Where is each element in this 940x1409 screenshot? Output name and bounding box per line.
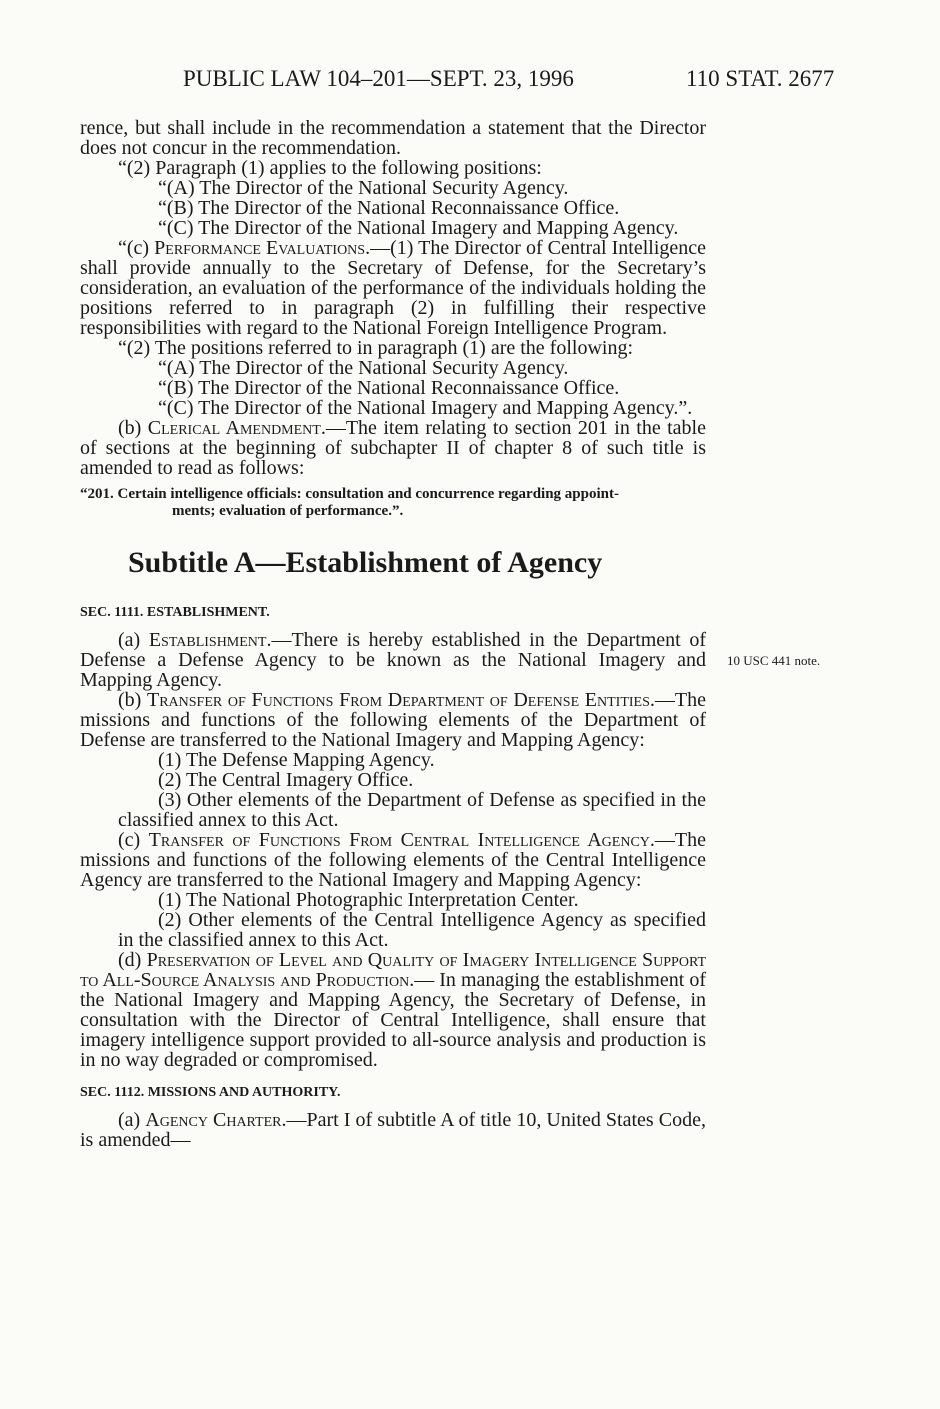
paragraph-text: .—The item relating to section 201 in the table of sections at the beginning of subchapter II of chapter 8 of such title is amended to read as follows: [80,417,706,479]
list-item: “(C) The Director of the National Imagery and Mapping Agency.”. [158,397,693,419]
paragraph: “(2) Paragraph (1) applies to the following positions: [118,157,542,179]
paragraph-heading: Establishment [148,629,267,651]
paragraph-heading: Agency Charter [145,1109,282,1131]
toc-line: ments; evaluation of performance.”. [172,503,404,519]
paragraph [80,830,706,890]
paragraph [80,238,706,338]
table-of-sections-entry [80,486,706,520]
section-heading: SEC. 1111. ESTABLISHMENT. [80,605,270,620]
running-header-page-number: 110 STAT. 2677 [686,66,835,91]
paragraph-lead: (b) [118,417,148,439]
toc-line: “201. Certain intelligence officials: consultation and concurrence regarding appoint- [80,486,619,502]
list-item: “(A) The Director of the National Security Agency. [158,177,569,199]
paragraph-heading: Transfer of Functions From Central Intelligence Agency [148,829,650,851]
list-item: (2) The Central Imagery Office. [158,769,414,791]
subtitle-heading: Subtitle A—Establishment of Agency [128,546,603,579]
paragraph-heading: Performance Evaluations [154,237,366,259]
list-item: (3) Other elements of the Department of Defense as specified in the classified annex to this Act. [118,789,706,831]
paragraph-lead: (c) [118,829,149,851]
paragraph-lead: “(c) [118,237,155,259]
paragraph [80,950,706,1070]
paragraph-text: .—The missions and functions of the following elements of the Central Intelligence Agency are transferred to the National Imagery and Mapping Agency: [80,829,706,891]
paragraph [80,690,706,750]
paragraph-lead: (a) [118,1109,146,1131]
paragraph [80,418,706,478]
document-body [80,118,706,1150]
paragraph-lead: (d) [118,949,147,971]
paragraph [80,630,706,690]
list-item: (1) The Defense Mapping Agency. [158,749,435,771]
paragraph: “(2) The positions referred to in paragraph (1) are the following: [118,337,633,359]
paragraph: rence, but shall include in the recommendation a statement that the Director does not concur in the recommendation. [80,117,706,159]
paragraph-text: .—(1) The Director of Central Intelligence shall provide annually to the Secretary of Defense, for the Secretary’s consideration, an evaluation of the performance of the individuals holding the positions referred to in paragraph (2) in fulfilling their respective responsibilities with regard to the National Foreign Intelligence Program. [80,237,707,339]
paragraph-lead: (a) [118,629,149,651]
list-item: “(A) The Director of the National Security Agency. [158,357,569,379]
paragraph-text: .— In managing the establishment of the National Imagery and Mapping Agency, the Secretary of Defense, in consultation with the Director of Central Intelligence, shall ensure that imagery intelligence support provided to all-source analysis and production is in no way degraded or compromised. [80,969,706,1071]
paragraph [80,1110,706,1150]
list-item: (1) The National Photographic Interpretation Center. [158,889,579,911]
paragraph-text: .—Part I of subtitle A of title 10, United States Code, is amended— [80,1109,706,1151]
paragraph-text: .—The missions and functions of the following elements of the Department of Defense are transferred to the National Imagery and Mapping Agency: [80,689,706,751]
list-item: “(B) The Director of the National Reconnaissance Office. [158,197,620,219]
paragraph-heading: Preservation of Level and Quality of Imagery Intelligence Support to All-Source Analysis and Production [80,949,706,991]
list-item: “(B) The Director of the National Reconnaissance Office. [158,377,620,399]
list-item: (2) Other elements of the Central Intelligence Agency as specified in the classified annex to this Act. [118,909,706,951]
paragraph-heading: Transfer of Functions From Department of Defense Entities [147,689,650,711]
paragraph-lead: (b) [118,689,147,711]
paragraph-text: .—There is hereby established in the Department of Defense a Defense Agency to be known as the National Imagery and Mapping Agency. [80,629,706,691]
section-heading: SEC. 1112. MISSIONS AND AUTHORITY. [80,1085,341,1100]
list-item: “(C) The Director of the National Imagery and Mapping Agency. [158,217,679,239]
margin-note: 10 USC 441 note. [727,653,821,668]
paragraph-heading: Clerical Amendment [147,417,321,439]
running-header-title: PUBLIC LAW 104–201—SEPT. 23, 1996 [183,66,574,91]
